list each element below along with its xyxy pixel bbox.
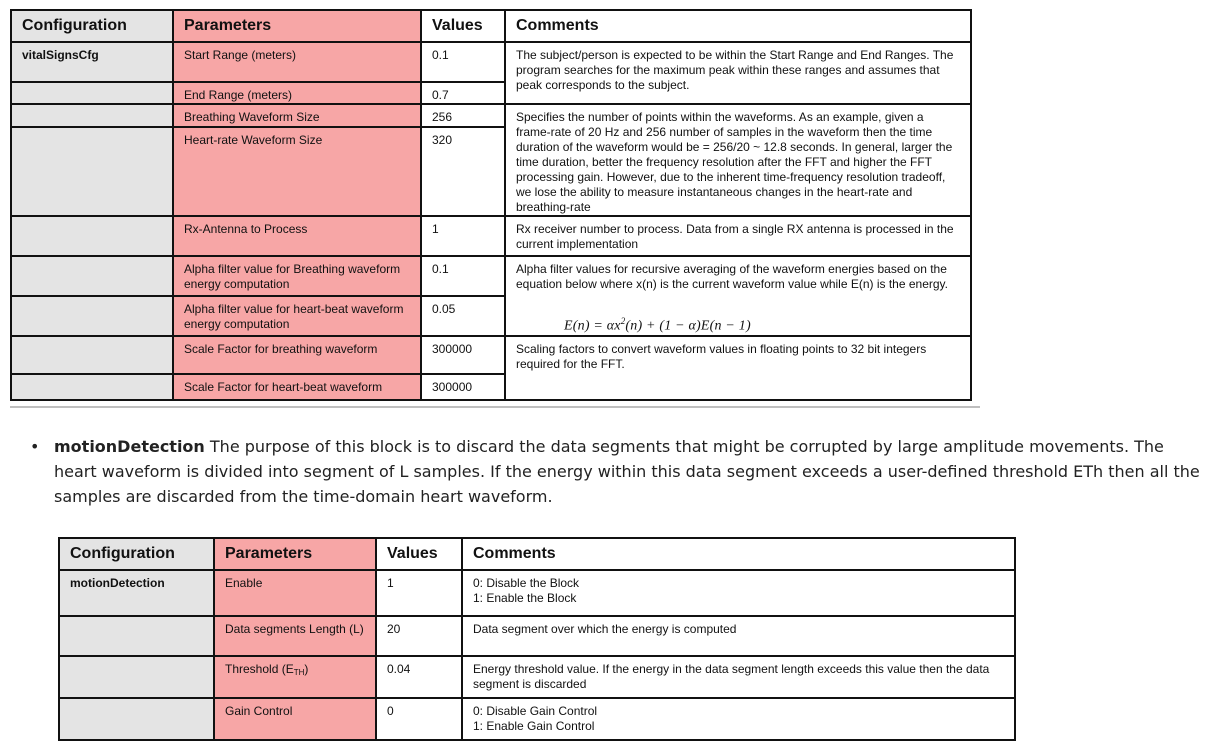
value-cell: 320 — [421, 127, 505, 216]
config-cell-empty — [11, 296, 173, 336]
config-cell-empty — [11, 216, 173, 256]
comment-cell: Rx receiver number to process. Data from a single RX antenna is processed in the current implementation — [505, 216, 971, 256]
config-name: motionDetection — [59, 570, 214, 616]
config-cell-empty — [11, 336, 173, 374]
header-comments: Comments — [462, 538, 1015, 570]
param-cell: Heart-rate Waveform Size — [173, 127, 421, 216]
table-header-row — [59, 538, 1015, 570]
table-row — [11, 216, 971, 256]
value-cell: 256 — [421, 104, 505, 127]
param-cell: Rx-Antenna to Process — [173, 216, 421, 256]
param-cell: End Range (meters) — [173, 82, 421, 104]
motion-detection-bullet — [30, 434, 1210, 509]
comment-cell: Scaling factors to convert waveform values in floating points to 32 bit integers required for the FFT. — [505, 336, 971, 400]
config-cell-empty — [59, 656, 214, 698]
value-cell: 0.1 — [421, 42, 505, 82]
config-cell-empty — [11, 127, 173, 216]
param-cell: Alpha filter value for heart-beat waveform energy computation — [173, 296, 421, 336]
comment-cell: Specifies the number of points within the waveforms. As an example, given a frame-rate of 20 Hz and 256 number of samples in the waveform then the time duration of the waveform would be = 256/20 ~ 12.8 seconds. In general, larger the time duration, better the frequency resolution after the FFT and higher the FFT processing gain. However, due to the inherent time-frequency resolution tradeoff, we lose the ability to measure instantaneous changes in the heart-rate and breathing-rate — [505, 104, 971, 216]
value-cell: 0.7 — [421, 82, 505, 104]
value-cell: 0.05 — [421, 296, 505, 336]
table-row — [59, 570, 1015, 616]
param-cell: Scale Factor for breathing waveform — [173, 336, 421, 374]
value-cell: 300000 — [421, 374, 505, 400]
bullet-text — [54, 434, 1210, 509]
value-cell: 1 — [421, 216, 505, 256]
param-cell: Alpha filter value for Breathing waveform energy computation — [173, 256, 421, 296]
table-row — [11, 336, 971, 374]
alpha-comment-text: Alpha filter values for recursive averaging of the waveform energies based on the equation below where x(n) is the current waveform value while E(n) is the energy. — [516, 262, 948, 291]
value-cell: 300000 — [421, 336, 505, 374]
comment-cell: Data segment over which the energy is computed — [462, 616, 1015, 656]
header-configuration: Configuration — [11, 10, 173, 42]
equation-exponent: 2 — [620, 316, 626, 326]
table-row — [11, 256, 971, 296]
header-configuration: Configuration — [59, 538, 214, 570]
vital-signs-config-table — [10, 9, 972, 401]
param-cell — [214, 656, 376, 698]
table-row — [11, 104, 971, 127]
comment-line: 0: Disable the Block — [473, 576, 580, 590]
config-name: vitalSignsCfg — [11, 42, 173, 82]
comment-line: 0: Disable Gain Control — [473, 704, 598, 718]
header-comments: Comments — [505, 10, 971, 42]
table-row — [59, 616, 1015, 656]
config-cell-empty — [59, 698, 214, 740]
header-values: Values — [421, 10, 505, 42]
comment-cell-alpha — [505, 256, 971, 336]
value-cell: 20 — [376, 616, 462, 656]
motion-detection-config-table — [58, 537, 1016, 741]
config-cell-empty — [11, 374, 173, 400]
config-cell-empty — [11, 104, 173, 127]
comment-cell: The subject/person is expected to be within the Start Range and End Ranges. The program searches for the maximum peak within these ranges and assumes that peak corresponds to the subject. — [505, 42, 971, 104]
comment-cell — [462, 570, 1015, 616]
header-parameters: Parameters — [214, 538, 376, 570]
param-text: Threshold (E — [225, 662, 294, 676]
config-cell-empty — [59, 616, 214, 656]
value-cell: 0.04 — [376, 656, 462, 698]
bullet-body: The purpose of this block is to discard the data segments that might be corrupted by large amplitude movements. The heart waveform is divided into segment of L samples. If the energy within this data segment exceeds a user-defined threshold ETh then all the samples are discarded from the time-domain heart waveform. — [54, 437, 1200, 506]
param-text-end: ) — [304, 662, 309, 676]
param-cell: Data segments Length (L) — [214, 616, 376, 656]
table-row — [11, 42, 971, 82]
param-cell: Breathing Waveform Size — [173, 104, 421, 127]
comment-line: 1: Enable Gain Control — [473, 719, 595, 733]
comment-cell — [462, 698, 1015, 740]
param-cell: Gain Control — [214, 698, 376, 740]
value-cell: 0 — [376, 698, 462, 740]
table-header-row — [11, 10, 971, 42]
header-parameters: Parameters — [173, 10, 421, 42]
config-cell-empty — [11, 256, 173, 296]
comment-cell: Energy threshold value. If the energy in the data segment length exceeds this value then the data segment is discarded — [462, 656, 1015, 698]
value-cell: 1 — [376, 570, 462, 616]
param-subscript: TH — [293, 668, 305, 677]
config-cell-empty — [11, 82, 173, 104]
table-row — [59, 656, 1015, 698]
param-cell: Enable — [214, 570, 376, 616]
header-values: Values — [376, 538, 462, 570]
equation-rhs: (n) + (1 − α)E(n − 1) — [625, 318, 751, 334]
param-cell: Scale Factor for heart-beat waveform — [173, 374, 421, 400]
comment-line: 1: Enable the Block — [473, 591, 577, 605]
energy-equation — [516, 292, 960, 334]
equation-lhs: E(n) = αx — [564, 318, 621, 334]
bullet-title: motionDetection — [54, 437, 205, 456]
bullet-dot-icon: • — [30, 437, 40, 456]
value-cell: 0.1 — [421, 256, 505, 296]
section-divider — [10, 406, 980, 408]
param-cell: Start Range (meters) — [173, 42, 421, 82]
table-row — [59, 698, 1015, 740]
